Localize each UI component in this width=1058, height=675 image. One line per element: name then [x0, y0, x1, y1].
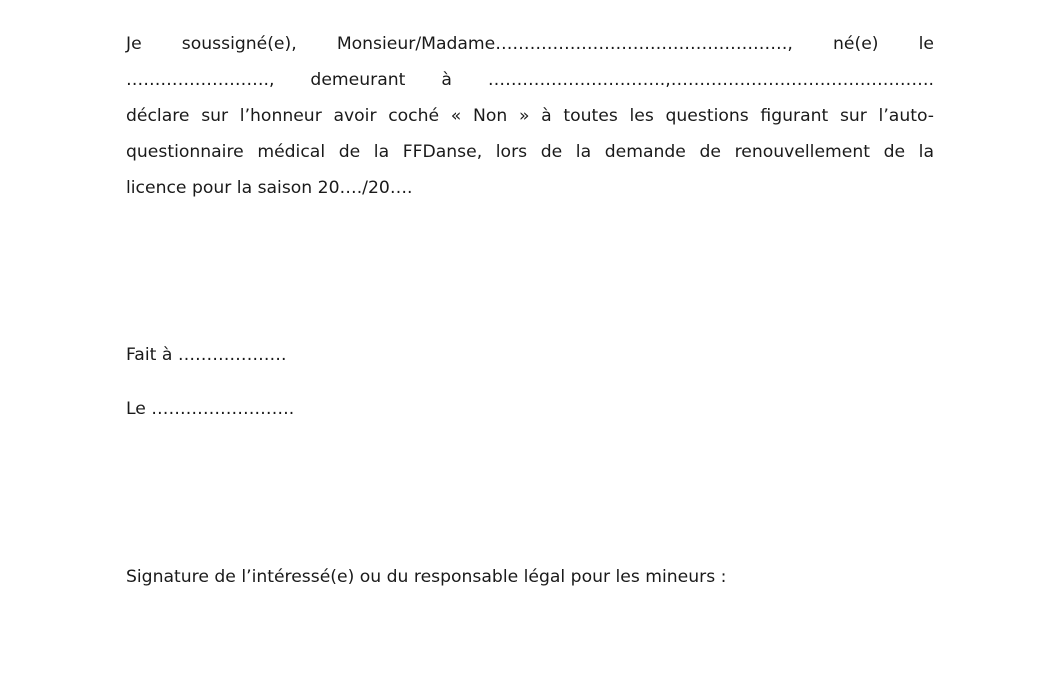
place-field: Fait à ……………….: [126, 345, 287, 365]
declaration-line-2: ……………………., demeurant à ………………………….,……………………………………….: [126, 70, 934, 90]
date-field: Le …………………….: [126, 399, 295, 419]
declaration-line-3: déclare sur l’honneur avoir coché « Non » à toutes les questions figurant sur l’auto-: [126, 106, 934, 126]
declaration-line-4: questionnaire médical de la FFDanse, lors de la demande de renouvellement de la: [126, 142, 934, 162]
signature-label: Signature de l’intéressé(e) ou du responsable légal pour les mineurs :: [126, 567, 727, 587]
declaration-line-1: Je soussigné(e), Monsieur/Madame……………………………………………, né(e) le: [126, 34, 934, 54]
declaration-line-5: licence pour la saison 20…./20….: [126, 178, 413, 198]
